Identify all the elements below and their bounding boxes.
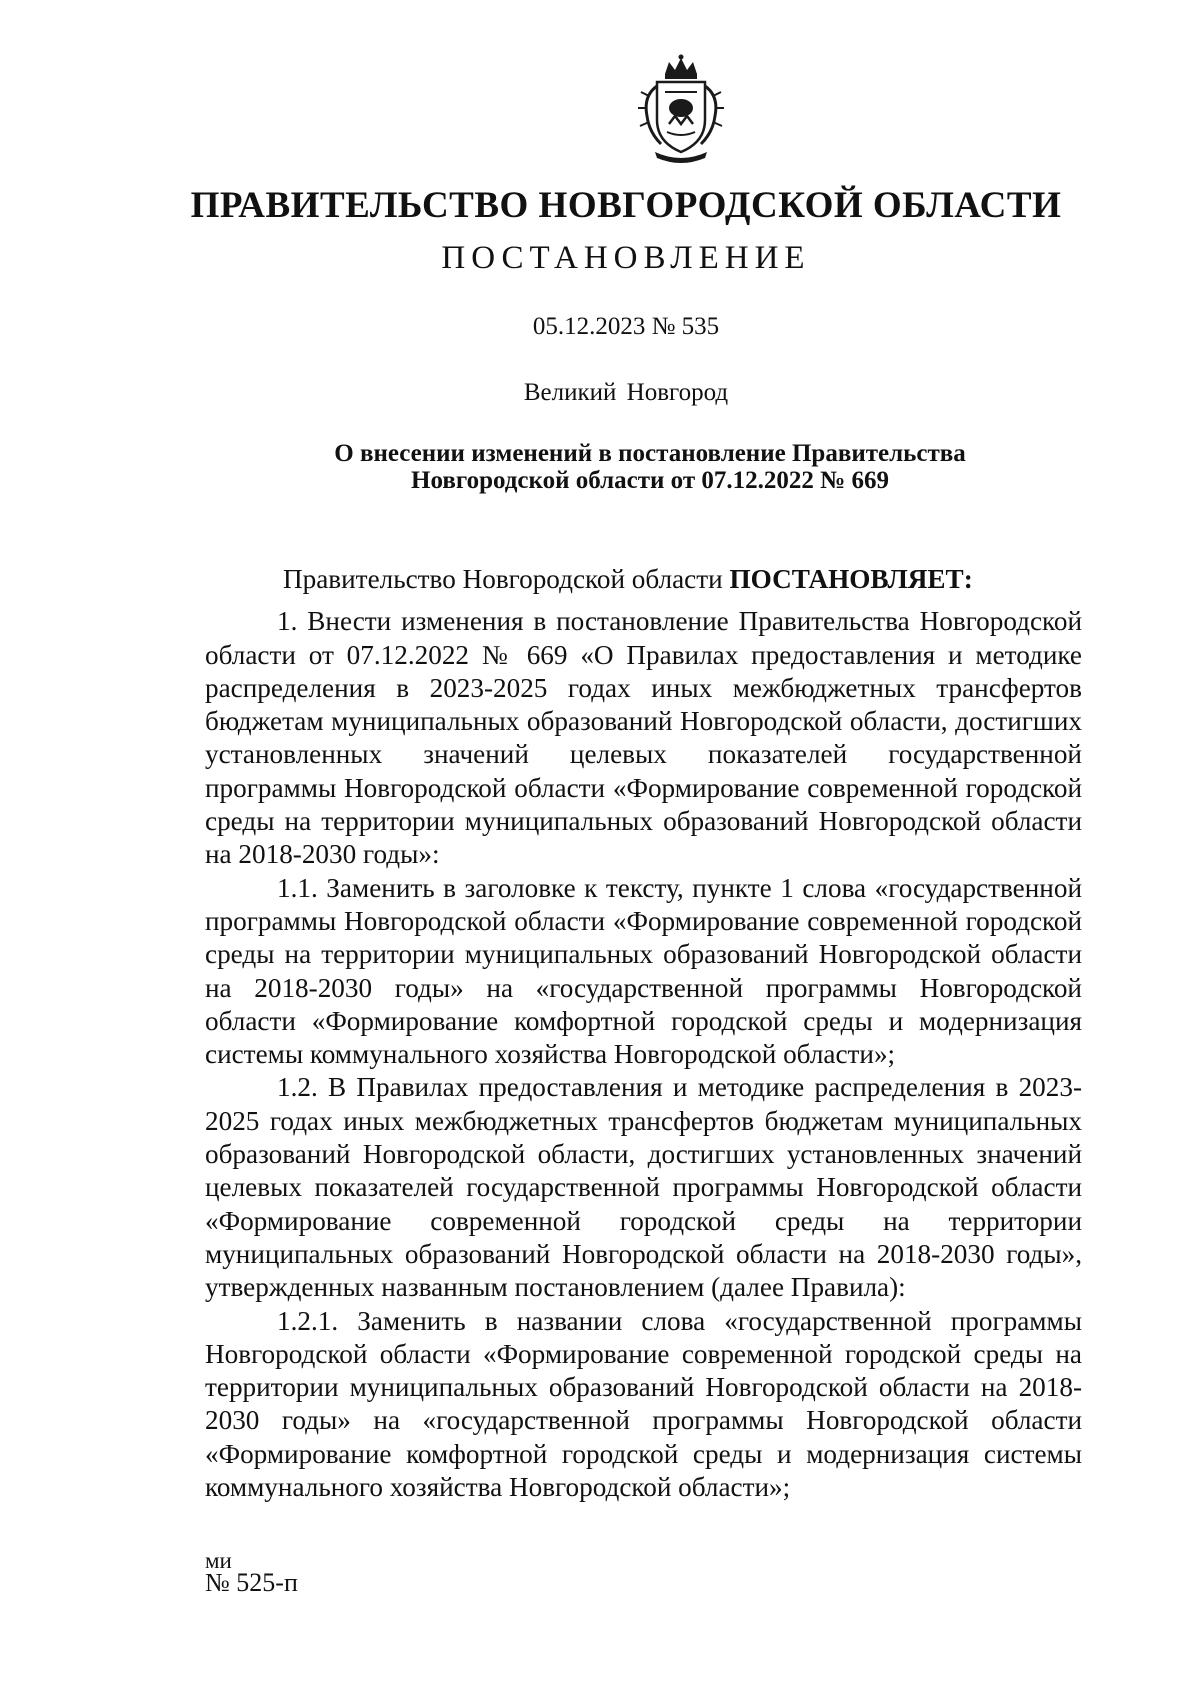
footer-code-2: № 525-п xyxy=(205,1568,298,1597)
document-city: Великий Новгород xyxy=(523,379,729,406)
document-type: ПОСТАНОВЛЕНИЕ xyxy=(441,240,811,276)
paragraph-1: 1. Внести изменения в постановление Правительства Новгородской области от 07.12.2022 № 669 «О Правилах предоставления и методике распределения в 2023-2025 годах иных межбюджетных трансфертов бюджетам муниципальных образований Новгородской области, достигших установленных значений целевых показателей государственной программы Новгородской области «Формирование современной городской среды на территории муниципальных образований Новгородской области на 2018-2030 годы»: xyxy=(205,606,1082,870)
document-date-number: 05.12.2023 № 535 xyxy=(532,313,720,340)
paragraph-1-2-1: 1.2.1. Заменить в названии слова «государственной программы Новгородской области «Формирование современной городской среды на территории муниципальных образований Новгородской области на 2018-2030 годы» на «государственной программы Новгородской области «Формирование комфортной городской среды и модернизация системы коммунального хозяйства Новгородской области»; xyxy=(205,1305,1082,1503)
government-name: ПРАВИТЕЛЬСТВО НОВГОРОДСКОЙ ОБЛАСТИ xyxy=(190,185,1062,226)
document-body xyxy=(205,563,1082,1504)
paragraph-1-2: 1.2. В Правилах предоставления и методике распределения в 2023-2025 годах иных межбюджетных трансфертов бюджетам муниципальных образований Новгородской области, достигших установленных значений целевых показателей государственной программы Новгородской области «Формирование современной городской среды на территории муниципальных образований Новгородской области на 2018-2030 годы», утвержденных названным постановлением (далее Правила): xyxy=(205,1072,1082,1303)
novgorod-coat-of-arms-icon xyxy=(635,52,727,164)
document-subject xyxy=(210,440,1090,494)
intro-text: Правительство Новгородской области xyxy=(283,564,730,594)
intro-paragraph xyxy=(205,563,1082,596)
document-footer xyxy=(205,1548,298,1597)
subject-line-2: Новгородской области от 07.12.2022 № 669 xyxy=(411,467,889,494)
intro-resolves: ПОСТАНОВЛЯЕТ: xyxy=(729,564,973,594)
footer-code-1: ми xyxy=(205,1548,232,1573)
paragraph-1-1: 1.1. Заменить в заголовке к тексту, пункте 1 слова «государственной программы Новгородской области «Формирование современной городской среды на территории муниципальных образований Новгородской области на 2018-2030 годы» на «государственной программы Новгородской области «Формирование комфортной городской среды и модернизация системы коммунального хозяйства Новгородской области»; xyxy=(205,872,1082,1070)
subject-line-1: О внесении изменений в постановление Правительства xyxy=(334,440,966,467)
